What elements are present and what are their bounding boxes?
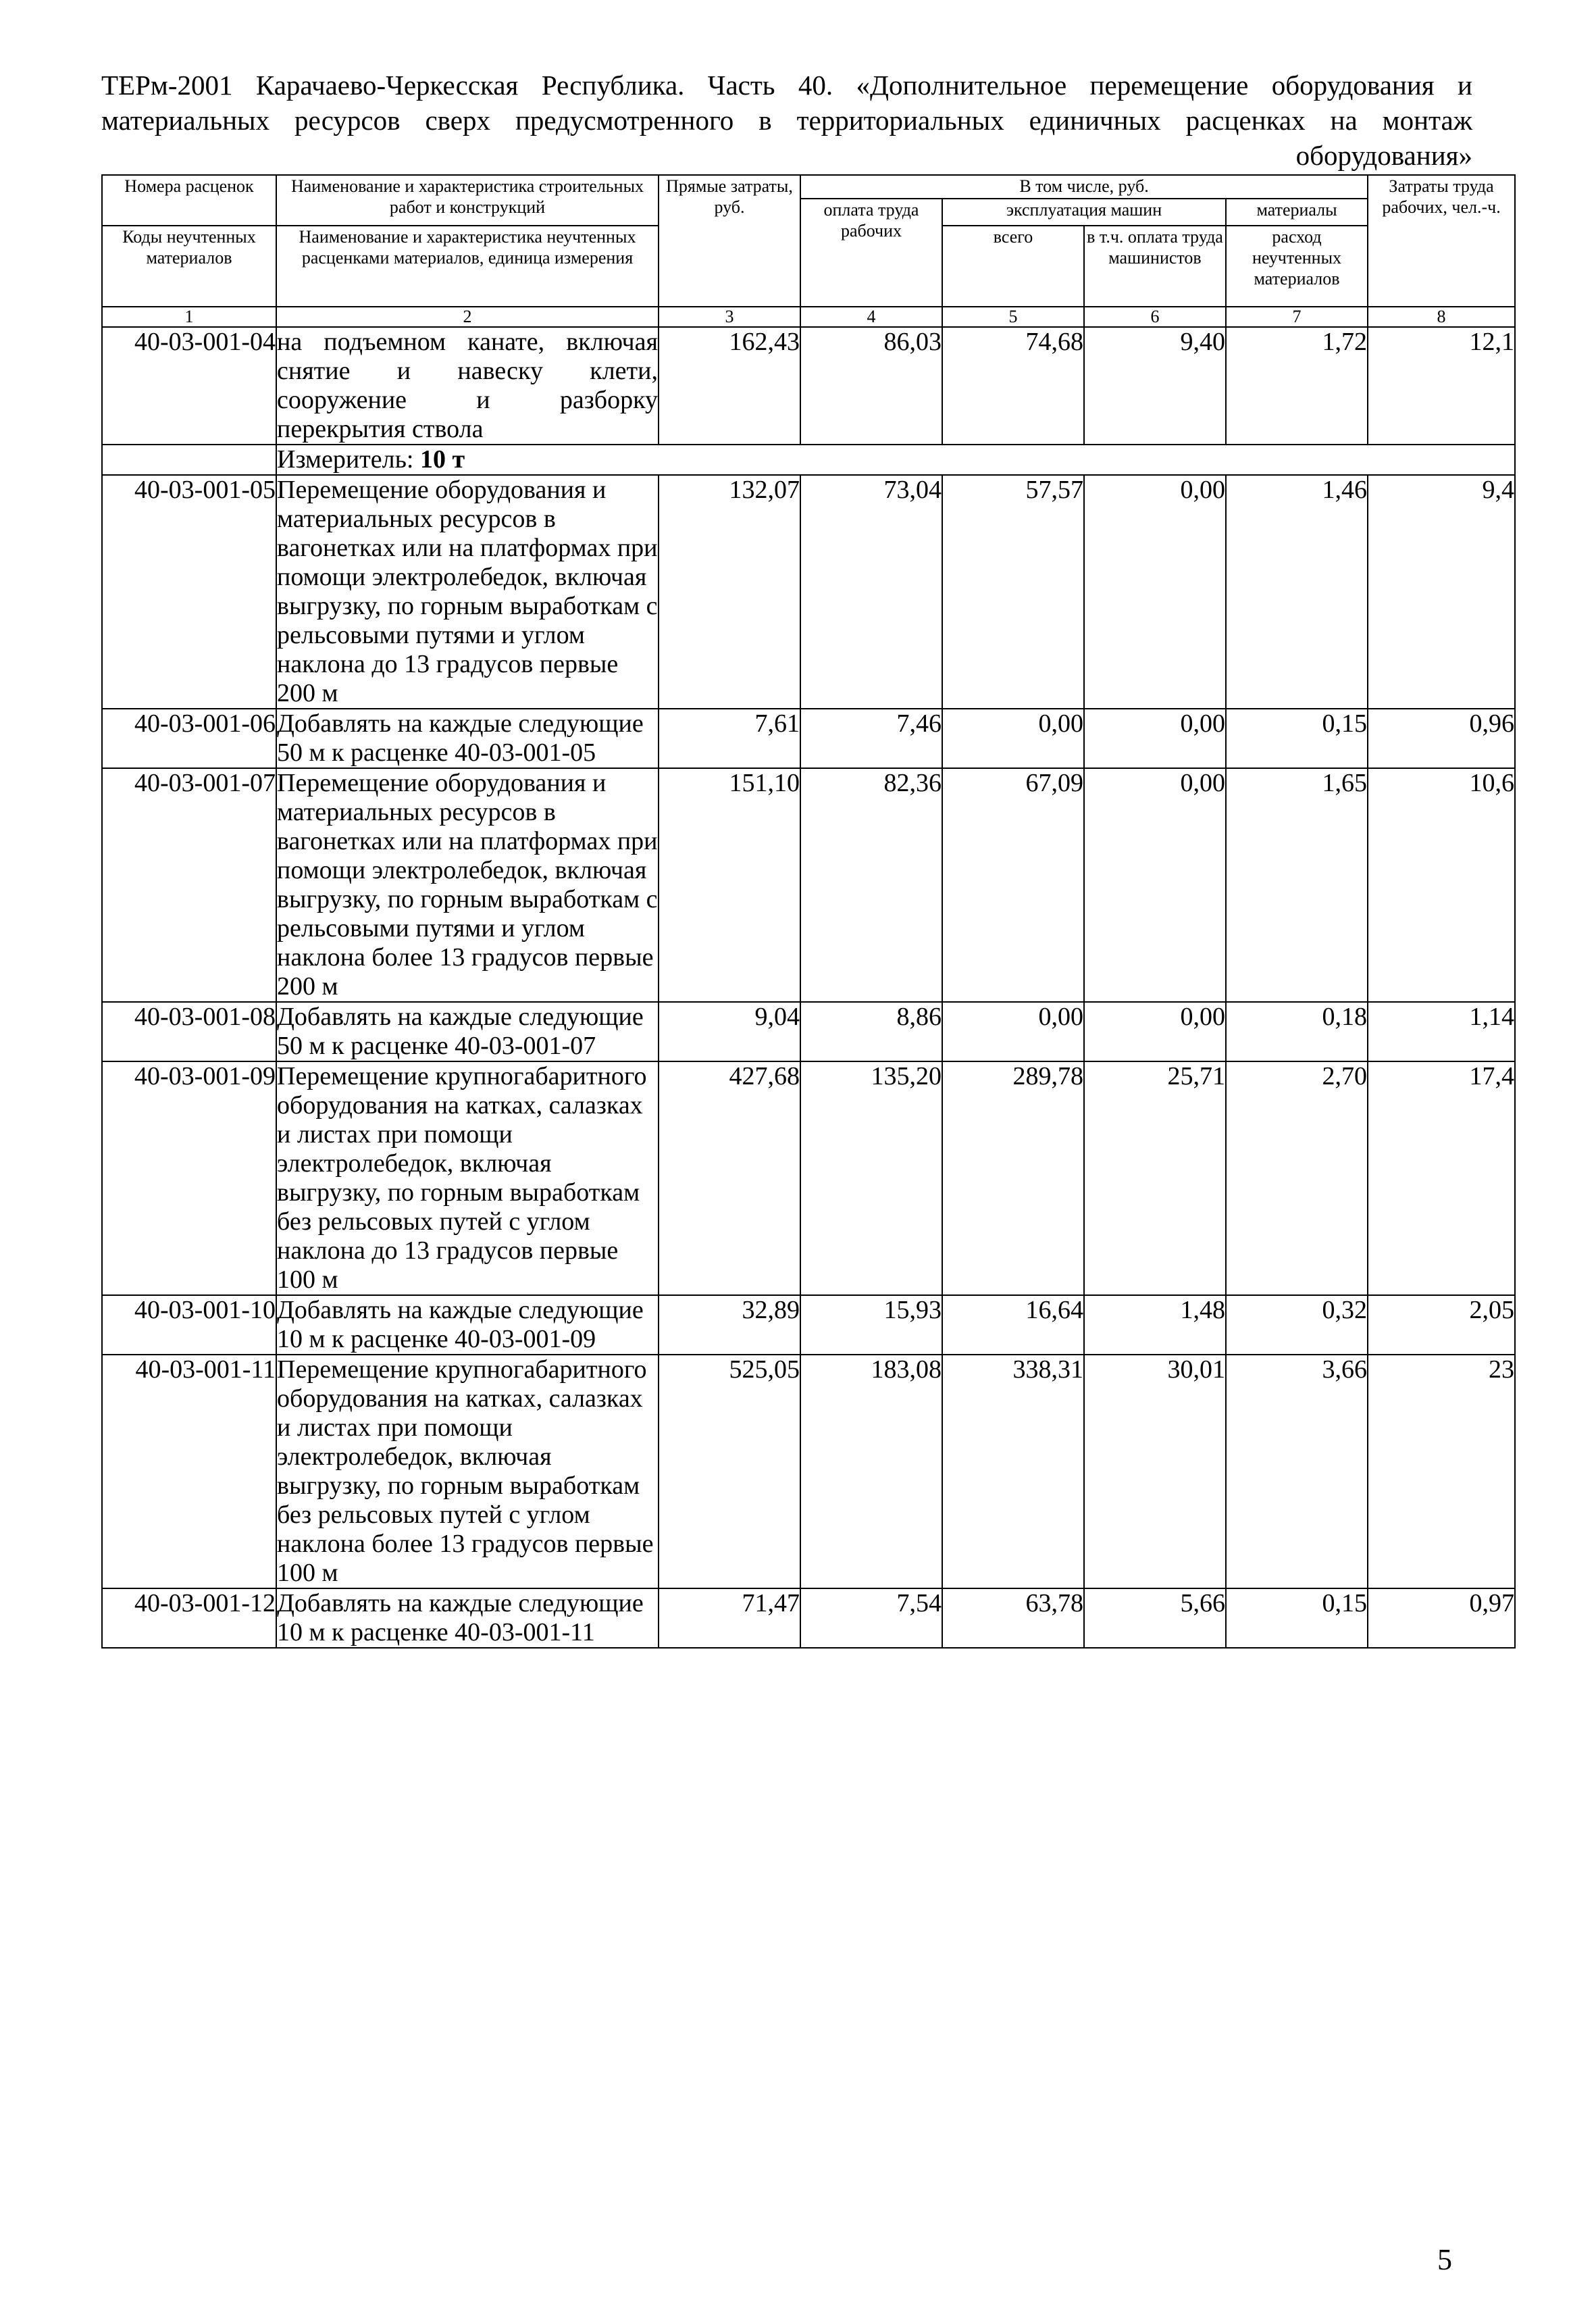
document-title: ТЕРм-2001 Карачаево-Черкесская Республика. Часть 40. «Дополнительное перемещение оборудования и материальных ресурсов сверх предусмотренного в территориальных единичных расценках на монтаж оборудования» — [101, 70, 1472, 171]
rate-name: Перемещение крупногабаритного оборудования на катках, салазках и листах при помощи электролебедок, включая выгрузку, по горным выработкам без рельсовых путей с углом наклона более 13 градусов первые 100 м — [276, 1355, 659, 1588]
table-row — [102, 1355, 1515, 1588]
machine-total-value: 0,00 — [942, 709, 1084, 768]
labor-pay-value: 7,46 — [800, 709, 942, 768]
labor-hours-value: 23 — [1368, 1355, 1515, 1588]
machinist-pay-value: 0,00 — [1084, 1002, 1226, 1061]
machinist-pay-value: 30,01 — [1084, 1355, 1226, 1588]
header-labor-costs: Затраты труда рабочих, чел.-ч. — [1368, 175, 1515, 307]
machine-total-value: 16,64 — [942, 1295, 1084, 1355]
rate-code: 40-03-001-12 — [102, 1588, 276, 1648]
meter-value: 10 т — [420, 445, 465, 474]
direct-costs-value: 525,05 — [659, 1355, 800, 1588]
materials-value: 1,65 — [1226, 768, 1368, 1002]
machinist-pay-value: 0,00 — [1084, 768, 1226, 1002]
labor-hours-value: 17,4 — [1368, 1061, 1515, 1295]
direct-costs-value: 132,07 — [659, 475, 800, 709]
rate-code: 40-03-001-10 — [102, 1295, 276, 1355]
materials-value: 2,70 — [1226, 1061, 1368, 1295]
header-including: В том числе, руб. — [800, 175, 1368, 199]
rate-name: Перемещение оборудования и материальных ресурсов в вагонетках или на платформах при помощи электролебедок, включая выгрузку, по горным выработкам с рельсовыми путями и углом наклона более 13 градусов первые 200 м — [277, 769, 658, 1001]
rate-code: 40-03-001-05 — [102, 475, 276, 709]
header-machinist-pay: в т.ч. оплата труда машинистов — [1084, 226, 1226, 307]
direct-costs-value: 7,61 — [659, 709, 800, 768]
rate-code: 40-03-001-06 — [102, 709, 276, 768]
page-number: 5 — [1437, 2243, 1452, 2276]
column-number: 6 — [1084, 307, 1226, 327]
table-row — [102, 475, 1515, 709]
machinist-pay-value: 25,71 — [1084, 1061, 1226, 1295]
table-row — [102, 327, 1515, 445]
labor-hours-value: 0,97 — [1368, 1588, 1515, 1648]
labor-pay-value: 82,36 — [800, 768, 942, 1002]
direct-costs-value: 151,10 — [659, 768, 800, 1002]
labor-hours-value: 10,6 — [1368, 768, 1515, 1002]
labor-hours-value: 2,05 — [1368, 1295, 1515, 1355]
materials-value: 1,46 — [1226, 475, 1368, 709]
rates-table — [101, 174, 1516, 1649]
column-numbers-row — [102, 307, 1515, 327]
machine-total-value: 67,09 — [942, 768, 1084, 1002]
materials-value: 0,15 — [1226, 709, 1368, 768]
header-material-codes: Коды неучтенных материалов — [102, 226, 276, 307]
rate-name: на подъемном канате, включая снятие и навеску клети, сооружение и разборку перекрытия ствола — [277, 328, 658, 443]
machine-total-value: 74,68 — [942, 327, 1084, 445]
header-rate-number: Номера расценок — [102, 175, 276, 226]
rate-name: Перемещение оборудования и материальных ресурсов в вагонетках или на платформах при помощи электролебедок, включая выгрузку, по горным выработкам с рельсовыми путями и углом наклона до 13 градусов первые 200 м — [277, 476, 658, 707]
materials-value: 0,15 — [1226, 1588, 1368, 1648]
machine-total-value: 57,57 — [942, 475, 1084, 709]
table-row — [102, 1295, 1515, 1355]
column-number: 5 — [942, 307, 1084, 327]
header-machine-total: всего — [942, 226, 1084, 307]
table-row — [102, 709, 1515, 768]
column-number: 8 — [1368, 307, 1515, 327]
column-number: 4 — [800, 307, 942, 327]
rate-name: Добавлять на каждые следующие 50 м к расценке 40-03-001-05 — [276, 709, 659, 768]
table-row — [102, 1588, 1515, 1648]
machinist-pay-value: 9,40 — [1084, 327, 1226, 445]
labor-hours-value: 0,96 — [1368, 709, 1515, 768]
machine-total-value: 289,78 — [942, 1061, 1084, 1295]
column-number: 1 — [102, 307, 276, 327]
header-direct-costs: Прямые затраты, руб. — [659, 175, 800, 307]
labor-pay-value: 8,86 — [800, 1002, 942, 1061]
table-row — [102, 1061, 1515, 1295]
direct-costs-value: 427,68 — [659, 1061, 800, 1295]
machine-total-value: 63,78 — [942, 1588, 1084, 1648]
meter-label: Измеритель: — [277, 445, 420, 474]
machinist-pay-value: 0,00 — [1084, 475, 1226, 709]
header-material-name: Наименование и характеристика неучтенных расценками материалов, единица измерения — [276, 226, 659, 307]
labor-pay-value: 183,08 — [800, 1355, 942, 1588]
meter-row — [102, 445, 1515, 475]
materials-value: 1,72 — [1226, 327, 1368, 445]
rate-code: 40-03-001-07 — [102, 768, 276, 1002]
column-number: 2 — [276, 307, 659, 327]
direct-costs-value: 71,47 — [659, 1588, 800, 1648]
labor-hours-value: 9,4 — [1368, 475, 1515, 709]
materials-value: 3,66 — [1226, 1355, 1368, 1588]
materials-value: 0,18 — [1226, 1002, 1368, 1061]
materials-value: 0,32 — [1226, 1295, 1368, 1355]
rate-name: Добавлять на каждые следующие 10 м к расценке 40-03-001-11 — [276, 1588, 659, 1648]
labor-hours-value: 1,14 — [1368, 1002, 1515, 1061]
direct-costs-value: 32,89 — [659, 1295, 800, 1355]
header-work-name: Наименование и характеристика строительных работ и конструкций — [276, 175, 659, 226]
table-row — [102, 768, 1515, 1002]
rate-code: 40-03-001-09 — [102, 1061, 276, 1295]
labor-pay-value: 7,54 — [800, 1588, 942, 1648]
column-number: 7 — [1226, 307, 1368, 327]
rate-name: Перемещение крупногабаритного оборудования на катках, салазках и листах при помощи электролебедок, включая выгрузку, по горным выработкам без рельсовых путей с углом наклона до 13 градусов первые 100 м — [276, 1061, 659, 1295]
direct-costs-value: 9,04 — [659, 1002, 800, 1061]
machinist-pay-value: 1,48 — [1084, 1295, 1226, 1355]
rate-code: 40-03-001-08 — [102, 1002, 276, 1061]
header-machine-operation: эксплуатация машин — [942, 199, 1226, 226]
labor-pay-value: 15,93 — [800, 1295, 942, 1355]
machinist-pay-value: 0,00 — [1084, 709, 1226, 768]
machinist-pay-value: 5,66 — [1084, 1588, 1226, 1648]
labor-hours-value: 12,1 — [1368, 327, 1515, 445]
labor-pay-value: 86,03 — [800, 327, 942, 445]
table-row — [102, 1002, 1515, 1061]
rate-name: Добавлять на каждые следующие 50 м к расценке 40-03-001-07 — [276, 1002, 659, 1061]
rate-name: Добавлять на каждые следующие 10 м к расценке 40-03-001-09 — [276, 1295, 659, 1355]
meter-cell — [276, 445, 1515, 475]
machine-total-value: 338,31 — [942, 1355, 1084, 1588]
labor-pay-value: 73,04 — [800, 475, 942, 709]
direct-costs-value: 162,43 — [659, 327, 800, 445]
machine-total-value: 0,00 — [942, 1002, 1084, 1061]
column-number: 3 — [659, 307, 800, 327]
rate-code: 40-03-001-04 — [102, 327, 276, 445]
header-materials: материалы — [1226, 199, 1368, 226]
labor-pay-value: 135,20 — [800, 1061, 942, 1295]
header-labor-pay: оплата труда рабочих — [800, 199, 942, 307]
rate-code: 40-03-001-11 — [102, 1355, 276, 1588]
header-materials-consumption: расход неучтенных материалов — [1226, 226, 1368, 307]
